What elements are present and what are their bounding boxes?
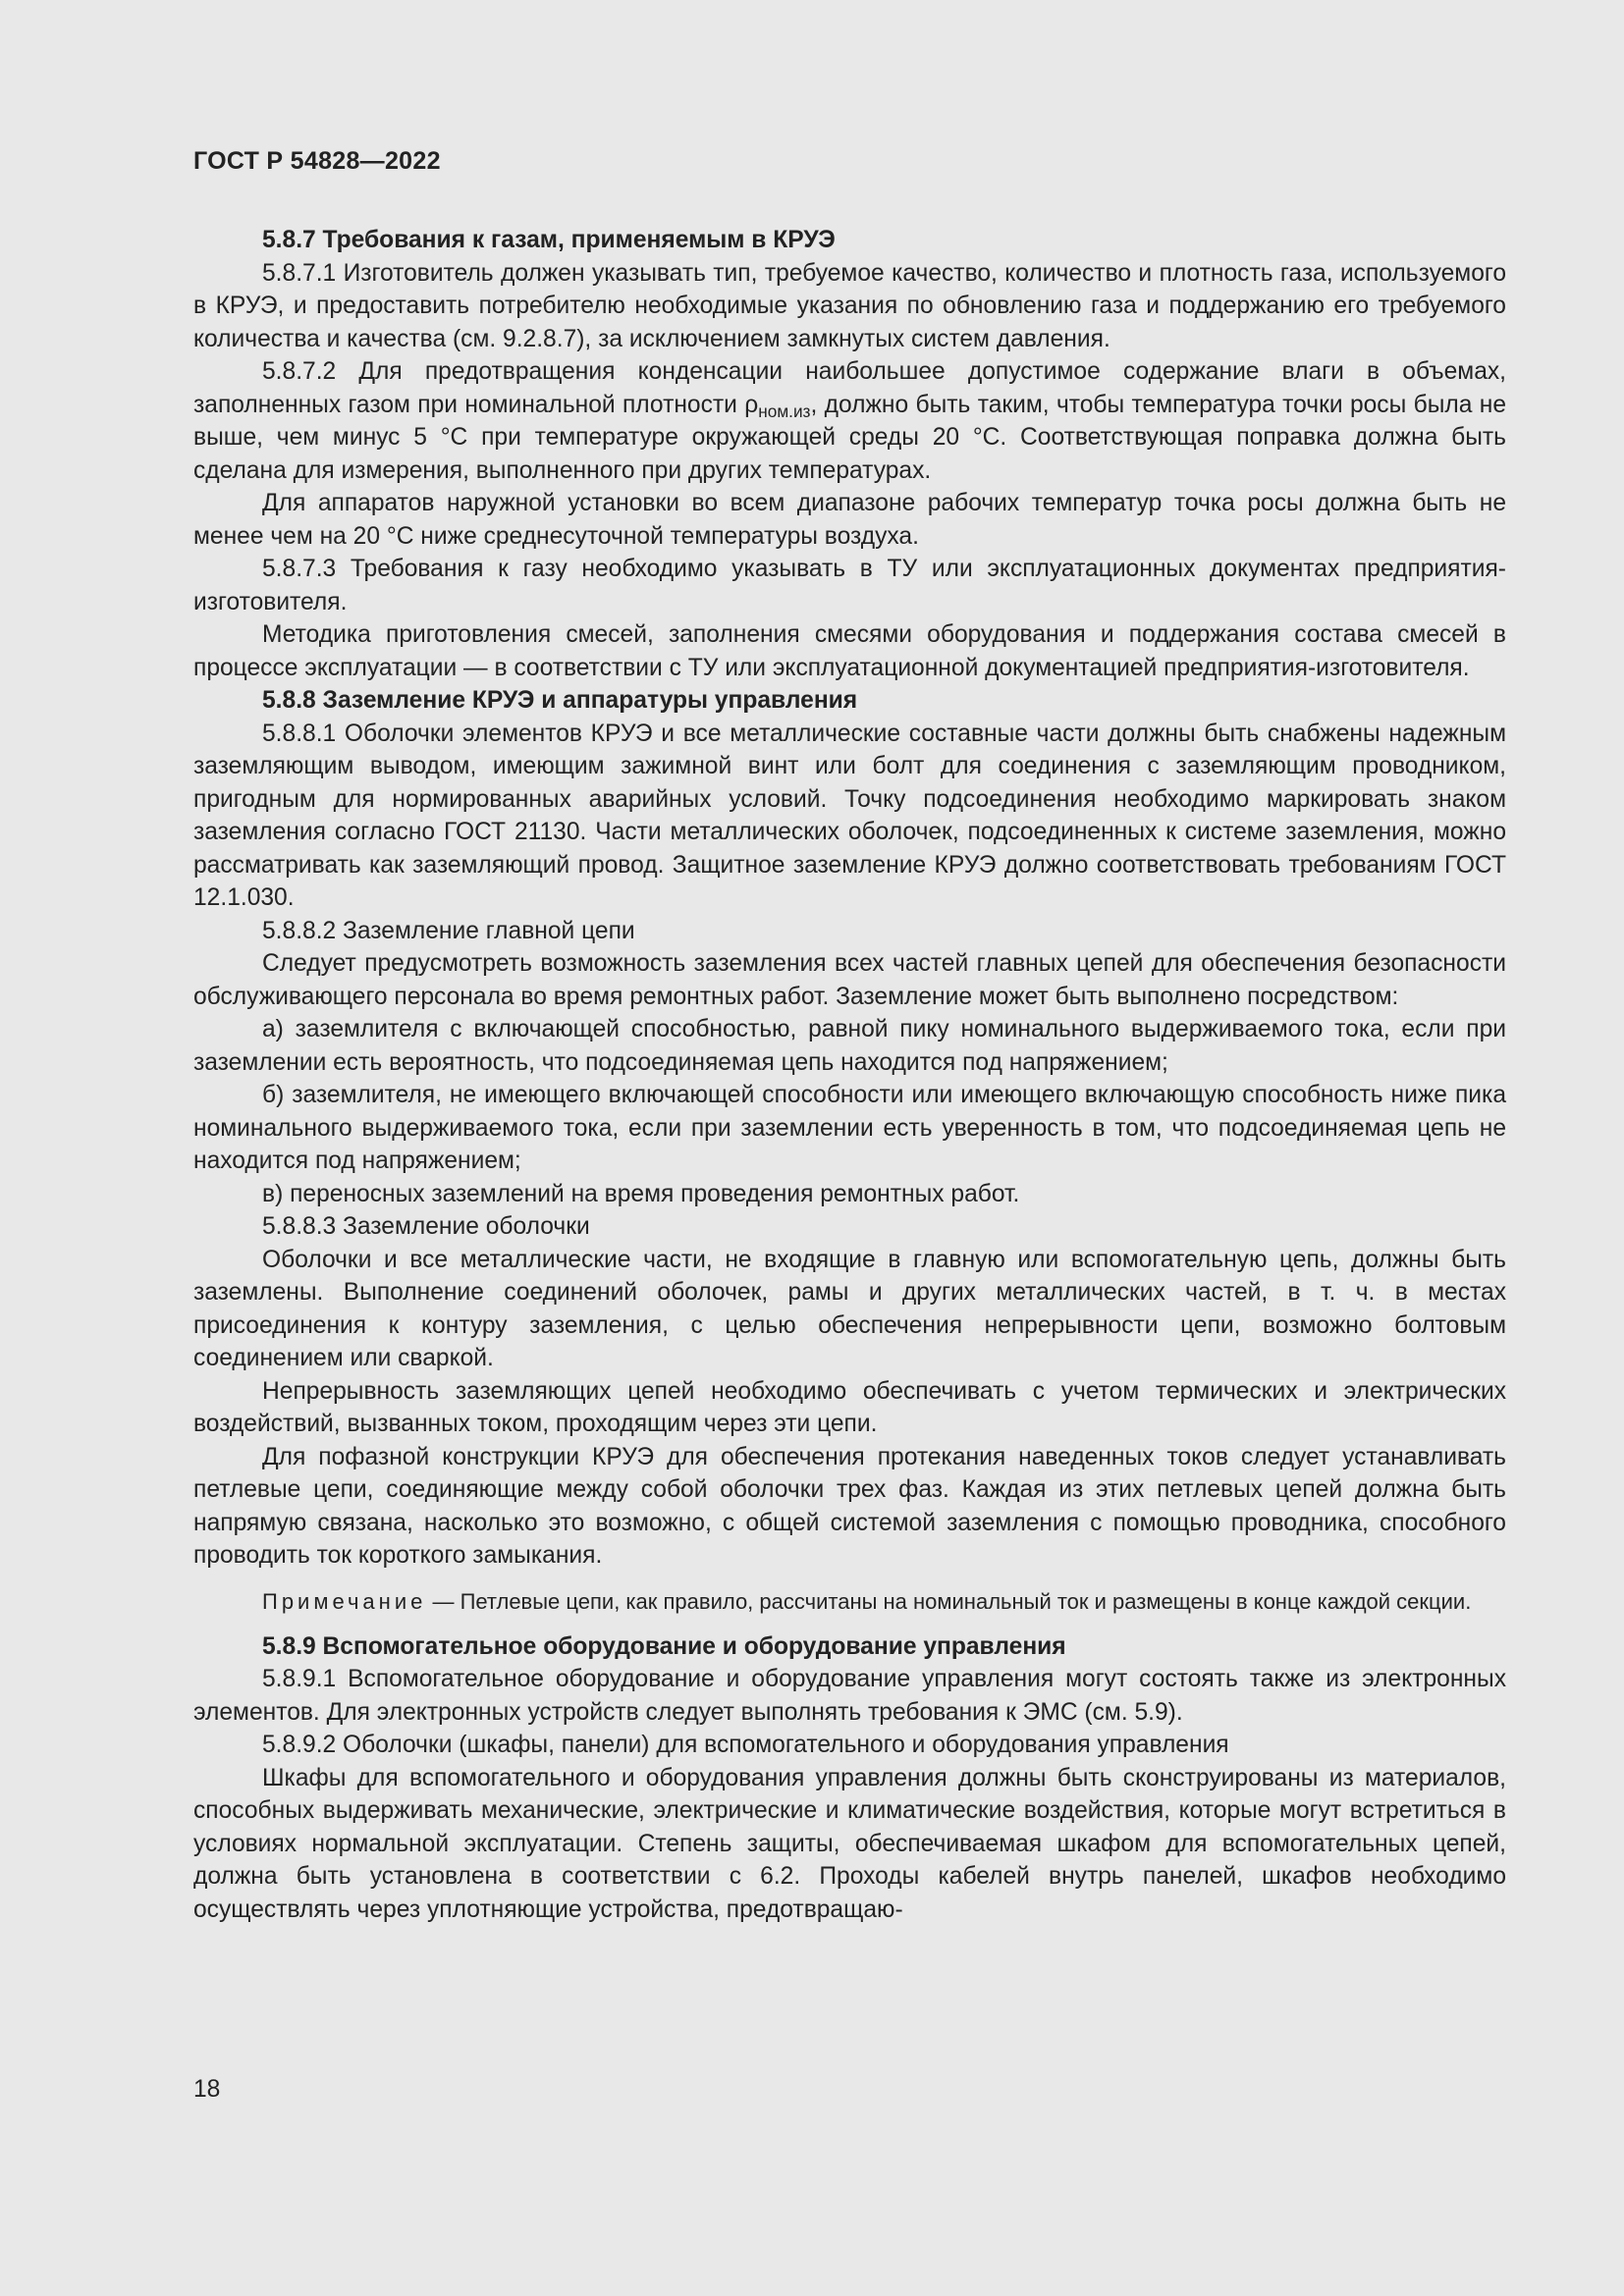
paragraph-5-8-9-1: 5.8.9.1 Вспомогательное оборудование и оборудование управления могут состоять также из электронных элементов. Для электронных устройств следует выполнять требования к ЭМС (см. 5.9). — [193, 1666, 1506, 1726]
document-body — [193, 224, 1506, 1926]
paragraph-outdoor-dew-point: Для аппаратов наружной установки во всем диапазоне рабочих температур точка росы должна быть не менее чем на 20 °С ниже среднесуточной температуры воздуха. — [193, 490, 1506, 550]
subheading-5-8-8-2: 5.8.8.2 Заземление главной цепи — [262, 917, 635, 944]
paragraph-text: , должно быть таким, чтобы температура точки росы была не выше, чем минус 5 °С при температуре окружающей среды 20 °С. Соответствующая поправка должна быть сделана для измерения, выполненного при других температурах. — [193, 391, 1507, 484]
list-item-a: а) заземлителя с включающей способностью, равной пику номинального выдерживаемого тока, если при заземлении есть вероятность, что подсоединяемая цепь находится под напряжением; — [193, 1016, 1506, 1076]
section-heading-5-8-7: 5.8.7 Требования к газам, применяемым в КРУЭ — [262, 227, 836, 253]
paragraph-5-8-7-1: 5.8.7.1 Изготовитель должен указывать тип, требуемое качество, количество и плотность газа, используемого в КРУЭ, и предоставить потребителю необходимые указания по обновлению газа и поддержанию его требуемого количества и качества (см. 9.2.8.7), за исключением замкнутых систем давления. — [193, 259, 1506, 352]
section-heading-5-8-9: 5.8.9 Вспомогательное оборудование и оборудование управления — [262, 1632, 1066, 1660]
standard-code-header: ГОСТ Р 54828—2022 — [193, 147, 441, 175]
paragraph-5-8-8-1: 5.8.8.1 Оболочки элементов КРУЭ и все металлические составные части должны быть снабжены надежным заземляющим выводом, имеющим зажимной винт или болт для соединения с заземляющим проводником, пригодным для нормированных аварийных условий. Точку подсоединения необходимо маркировать знаком заземления согласно ГОСТ 21130. Части металлических оболочек, подсоединенных к системе заземления, можно рассматривать как заземляющий провод. Защитное заземление КРУЭ должно соответствовать требованиям ГОСТ 12.1.030. — [193, 720, 1506, 911]
section-heading-5-8-8: 5.8.8 Заземление КРУЭ и аппаратуры управления — [262, 687, 858, 714]
note — [193, 1586, 1506, 1617]
list-item-c: в) переносных заземлений на время проведения ремонтных работ. — [262, 1180, 1020, 1207]
paragraph-cabinets: Шкафы для вспомогательного и оборудования управления должны быть сконструированы из материалов, способных выдерживать механические, электрические и климатические воздействия, которые могут встретиться в условиях нормальной эксплуатации. Степень защиты, обеспечиваемая шкафом для вспомогательных цепей, должна быть установлена в соответствии с 6.2. Проходы кабелей внутрь панелей, шкафов необходимо осуществлять через уплотняющие устройства, предотвращаю- — [193, 1764, 1506, 1923]
paragraph-text: 5.8.7.2 Для предотвращения конденсации наибольшее допустимое содержание влаги в объемах, заполненных газом при номинальной плотности ρ — [193, 358, 1506, 418]
page-number: 18 — [193, 2076, 221, 2103]
paragraph-5-8-7-2 — [193, 355, 1506, 487]
paragraph-enclosure-earthing: Оболочки и все металлические части, не входящие в главную или вспомогательную цепь, должны быть заземлены. Выполнение соединений оболочек, рамы и других металлических частей, в т. ч. в местах присоединения к контуру заземления, с целью обеспечения непрерывности цепи, возможно болтовым соединением или сваркой. — [193, 1246, 1506, 1371]
subheading-5-8-9-2: 5.8.9.2 Оболочки (шкафы, панели) для вспомогательного и оборудования управления — [262, 1732, 1229, 1758]
paragraph-5-8-7-3: 5.8.7.3 Требования к газу необходимо указывать в ТУ или эксплуатационных документах предприятия-изготовителя. — [193, 556, 1506, 615]
paragraph-loop-circuits: Для пофазной конструкции КРУЭ для обеспечения протекания наведенных токов следует устанавливать петлевые цепи, соединяющие между собой оболочки трех фаз. Каждая из этих петлевых цепей должна быть напрямую связана, насколько это возможно, с общей системой заземления с помощью проводника, способного проводить ток короткого замыкания. — [193, 1443, 1506, 1569]
paragraph-continuity: Непрерывность заземляющих цепей необходимо обеспечивать с учетом термических и электрических воздействий, вызванных током, проходящим через эти цепи. — [193, 1377, 1506, 1437]
subheading-5-8-8-3: 5.8.8.3 Заземление оболочки — [262, 1213, 590, 1240]
note-text: — Петлевые цепи, как правило, рассчитаны на номинальный ток и размещены в конце каждой секции. — [426, 1588, 1472, 1614]
paragraph-main-circuit-earthing: Следует предусмотреть возможность заземления всех частей главных цепей для обеспечения безопасности обслуживающего персонала во время ремонтных работ. Заземление может быть выполнено посредством: — [193, 950, 1506, 1010]
note-label: Примечание — [262, 1588, 427, 1614]
paragraph-mixture-method: Методика приготовления смесей, заполнения смесями оборудования и поддержания состава смесей в процессе эксплуатации — в соответствии с ТУ или эксплуатационной документацией предприятия-изготовителя. — [193, 621, 1506, 681]
list-item-b: б) заземлителя, не имеющего включающей способности или имеющего включающую способность ниже пика номинального выдерживаемого тока, если при заземлении есть уверенность в том, что подсоединяемая цепь не находится под напряжением; — [193, 1082, 1506, 1174]
density-subscript: ном.из — [758, 400, 811, 421]
